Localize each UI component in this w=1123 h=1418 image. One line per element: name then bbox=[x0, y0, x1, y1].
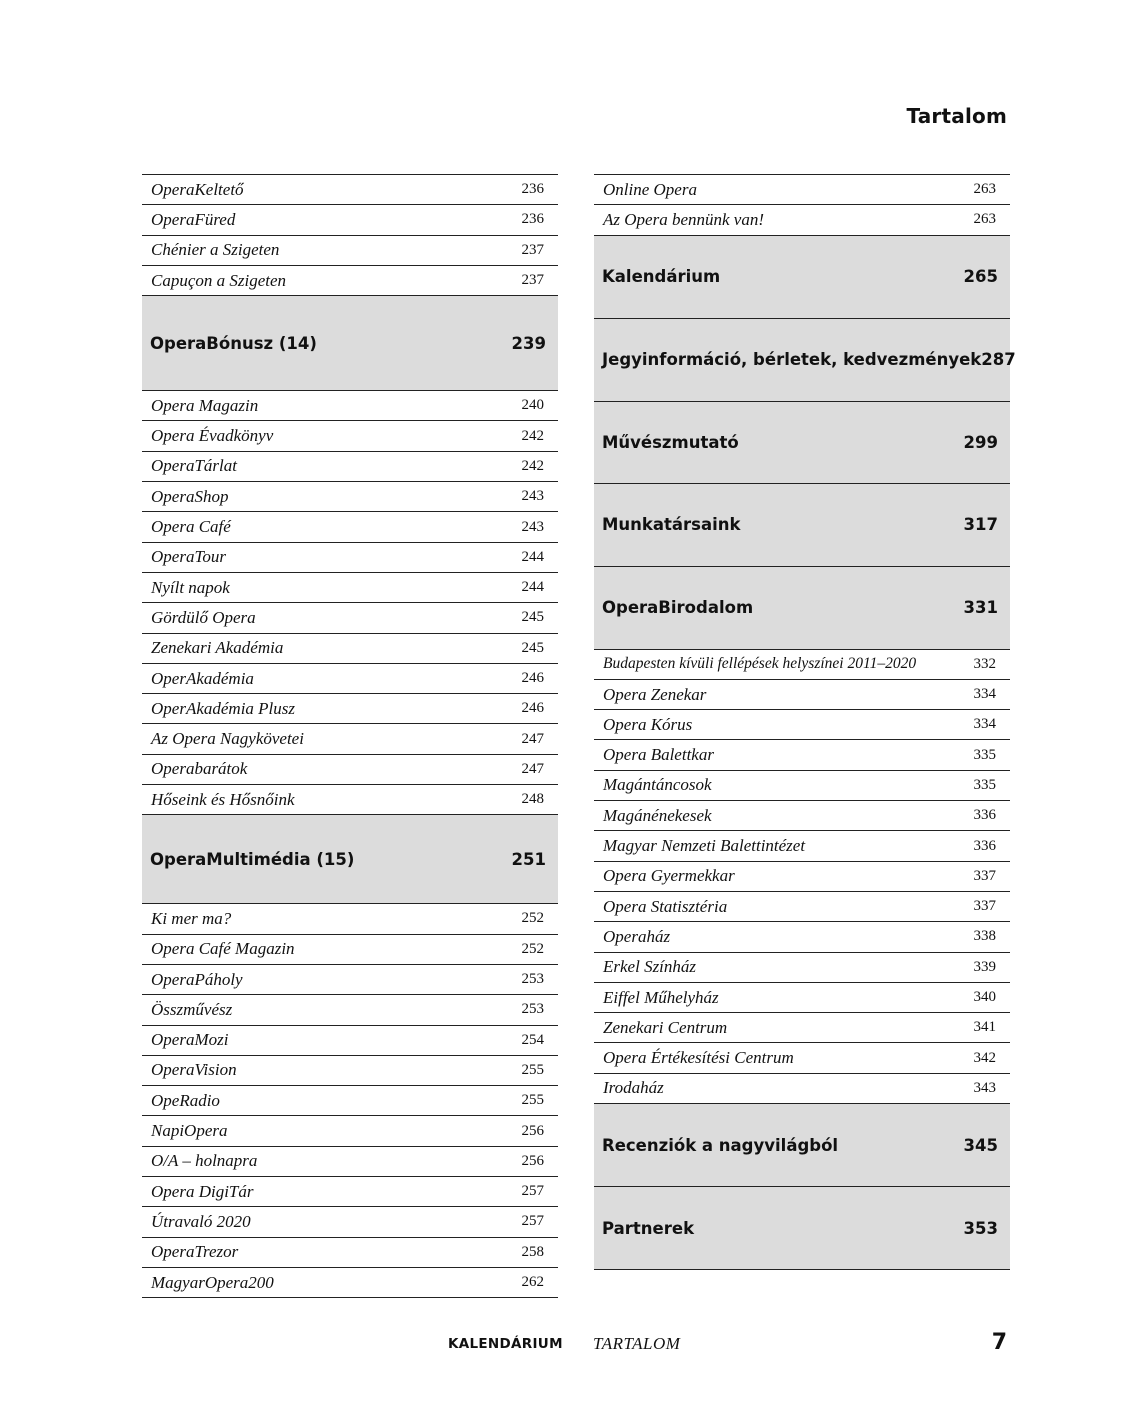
toc-entry bbox=[594, 680, 1010, 710]
entry-title: Opera Café Magazin bbox=[151, 939, 295, 959]
page-ref: 247 bbox=[521, 760, 544, 777]
page-ref: 236 bbox=[521, 181, 544, 198]
page-ref: 338 bbox=[973, 928, 996, 945]
toc-entry bbox=[142, 512, 558, 542]
page-ref: 237 bbox=[521, 241, 544, 258]
toc-entry bbox=[594, 892, 1010, 922]
toc-entry bbox=[142, 266, 558, 296]
entry-title: OperaPáholy bbox=[151, 969, 243, 989]
entry-title: OpeRadio bbox=[151, 1090, 220, 1110]
toc-entry bbox=[142, 724, 558, 754]
entry-title: OperaFüred bbox=[151, 209, 236, 229]
toc-section-heading bbox=[594, 319, 1016, 402]
toc-entry bbox=[142, 543, 558, 573]
entry-title: OperaShop bbox=[151, 486, 229, 506]
page-ref: 340 bbox=[973, 989, 996, 1005]
section-title: Művészmutató bbox=[602, 432, 739, 452]
toc-entry bbox=[594, 801, 1010, 831]
page-ref: 263 bbox=[973, 211, 996, 228]
entry-title: Zenekari Akadémia bbox=[151, 638, 284, 658]
toc-left-column bbox=[142, 174, 558, 1298]
toc-section-heading bbox=[594, 236, 1010, 319]
entry-title: OperaTárlat bbox=[151, 456, 237, 476]
entry-title: Opera Statisztéria bbox=[603, 896, 728, 916]
toc-entry bbox=[142, 755, 558, 785]
page-ref: 334 bbox=[973, 686, 996, 703]
toc-section-heading bbox=[594, 567, 1010, 650]
toc-entry bbox=[594, 740, 1010, 770]
page-ref: 247 bbox=[521, 730, 544, 747]
entry-title: O/A – holnapra bbox=[151, 1151, 258, 1171]
entry-title: Opera Magazin bbox=[151, 395, 259, 415]
toc-entry bbox=[142, 634, 558, 664]
page-title: Tartalom bbox=[906, 104, 1007, 128]
toc-section-heading bbox=[142, 815, 558, 904]
entry-title: Budapesten kívüli fellépések helyszínei 2011–2020 bbox=[603, 655, 917, 673]
section-title: OperaBirodalom bbox=[602, 598, 754, 618]
page-ref: 252 bbox=[521, 910, 544, 927]
entry-title: Opera Café bbox=[151, 517, 231, 537]
page-ref: 257 bbox=[521, 1183, 544, 1200]
entry-title: Útravaló 2020 bbox=[151, 1211, 251, 1231]
page-ref: 246 bbox=[521, 670, 544, 686]
entry-title: Magántáncosok bbox=[603, 775, 712, 795]
toc-section-heading bbox=[594, 484, 1010, 567]
toc-entry bbox=[142, 1116, 558, 1146]
entry-title: Ki mer ma? bbox=[151, 908, 232, 928]
toc-entry bbox=[142, 603, 558, 633]
page-ref: 252 bbox=[521, 940, 544, 957]
toc-entry bbox=[594, 710, 1010, 740]
toc-entry bbox=[142, 1238, 558, 1268]
entry-title: Irodaház bbox=[603, 1078, 664, 1098]
page-ref: 336 bbox=[973, 837, 996, 854]
toc-entry bbox=[594, 1013, 1010, 1043]
page-ref: 345 bbox=[963, 1135, 998, 1155]
entry-title: Opera Gyermekkar bbox=[603, 866, 735, 886]
entry-title: Hőseink és Hősnőink bbox=[151, 789, 295, 809]
entry-title: Capuçon a Szigeten bbox=[151, 270, 287, 290]
toc-entry bbox=[142, 1086, 558, 1116]
page-ref: 256 bbox=[521, 1122, 544, 1139]
page-ref: 353 bbox=[963, 1218, 998, 1238]
page-ref: 253 bbox=[521, 1001, 544, 1018]
page-ref: 243 bbox=[521, 518, 544, 535]
page-ref: 246 bbox=[521, 700, 544, 717]
toc-section-heading bbox=[142, 296, 558, 391]
page-ref: 332 bbox=[973, 655, 996, 672]
entry-title: Operaház bbox=[603, 926, 671, 946]
toc-entry bbox=[142, 482, 558, 512]
entry-title: Nyílt napok bbox=[151, 577, 230, 597]
section-title: Recenziók a nagyvilágból bbox=[602, 1135, 839, 1155]
page-ref: 331 bbox=[963, 598, 998, 618]
page-ref: 236 bbox=[521, 211, 544, 228]
page-ref: 239 bbox=[511, 333, 546, 353]
page-ref: 254 bbox=[521, 1031, 544, 1048]
entry-title: Online Opera bbox=[603, 179, 697, 199]
page-ref: 337 bbox=[973, 867, 996, 884]
entry-title: Erkel Színház bbox=[603, 957, 697, 977]
page-ref: 255 bbox=[521, 1061, 544, 1078]
page-ref: 255 bbox=[521, 1092, 544, 1109]
page-ref: 251 bbox=[511, 849, 546, 869]
toc-entry bbox=[594, 205, 1010, 235]
entry-title: Opera Évadkönyv bbox=[151, 426, 274, 446]
page-ref: 240 bbox=[521, 397, 544, 414]
page-ref: 337 bbox=[973, 898, 996, 915]
entry-title: OperAkadémia Plusz bbox=[151, 698, 296, 718]
entry-title: Zenekari Centrum bbox=[603, 1017, 728, 1037]
toc-entry bbox=[142, 205, 558, 235]
toc-entry bbox=[594, 862, 1010, 892]
toc-right-column bbox=[594, 174, 1016, 1270]
entry-title: Összművész bbox=[151, 999, 233, 1019]
section-title: Munkatársaink bbox=[602, 515, 741, 535]
entry-title: Opera Zenekar bbox=[603, 684, 707, 704]
toc-entry bbox=[142, 1147, 558, 1177]
entry-title: Opera Értékesítési Centrum bbox=[603, 1048, 794, 1068]
toc-entry bbox=[142, 785, 558, 815]
section-title: Kalendárium bbox=[602, 267, 721, 287]
toc-entry bbox=[142, 965, 558, 995]
page-number: 7 bbox=[991, 1330, 1007, 1355]
toc-entry bbox=[594, 983, 1010, 1013]
page-ref: 339 bbox=[973, 958, 996, 975]
entry-title: NapiOpera bbox=[151, 1121, 228, 1141]
section-title: Partnerek bbox=[602, 1218, 695, 1238]
toc-entry bbox=[142, 1056, 558, 1086]
toc-entry bbox=[142, 573, 558, 603]
entry-title: Eiffel Műhelyház bbox=[603, 987, 719, 1007]
entry-title: Opera Kórus bbox=[603, 714, 693, 734]
entry-title: Operabarátok bbox=[151, 759, 248, 779]
entry-title: MagyarOpera200 bbox=[151, 1272, 274, 1292]
entry-title: Opera Balettkar bbox=[603, 745, 714, 765]
page-ref: 242 bbox=[521, 457, 544, 474]
toc-entry bbox=[142, 1177, 558, 1207]
entry-title: OperaTour bbox=[151, 547, 226, 567]
toc-entry bbox=[594, 1074, 1010, 1104]
page-ref: 335 bbox=[973, 776, 996, 793]
entry-title: Az Opera bennünk van! bbox=[603, 209, 764, 229]
toc-entry bbox=[594, 771, 1010, 801]
page-ref: 343 bbox=[973, 1079, 996, 1096]
page-ref: 263 bbox=[973, 181, 996, 198]
footer-chapter-label: TARTALOM bbox=[593, 1334, 681, 1353]
page-ref: 244 bbox=[521, 579, 544, 596]
page-ref: 341 bbox=[973, 1019, 996, 1036]
page-ref: 242 bbox=[521, 427, 544, 444]
page-ref: 334 bbox=[973, 716, 996, 733]
page-ref: 245 bbox=[521, 639, 544, 656]
toc-entry bbox=[142, 1268, 558, 1298]
toc-entry bbox=[594, 650, 1010, 680]
section-title: Jegyinformáció, bérletek, kedvezmények bbox=[602, 350, 982, 370]
page-ref: 342 bbox=[973, 1049, 996, 1066]
page-ref: 287 bbox=[981, 350, 1016, 370]
page-ref: 245 bbox=[521, 609, 544, 626]
toc-entry bbox=[142, 1026, 558, 1056]
page-ref: 258 bbox=[521, 1243, 544, 1260]
page-ref: 253 bbox=[521, 971, 544, 988]
page-ref: 248 bbox=[521, 791, 544, 808]
toc-entry bbox=[142, 935, 558, 965]
entry-title: OperaVision bbox=[151, 1060, 237, 1080]
page-ref: 317 bbox=[963, 515, 998, 535]
section-title: OperaBónusz (14) bbox=[150, 333, 317, 353]
entry-title: OperaKeltető bbox=[151, 179, 244, 199]
page-ref: 237 bbox=[521, 272, 544, 289]
page-ref: 335 bbox=[973, 746, 996, 763]
toc-entry bbox=[142, 391, 558, 421]
entry-title: Az Opera Nagykövetei bbox=[151, 729, 304, 749]
toc-entry bbox=[594, 175, 1010, 205]
toc-entry bbox=[142, 1207, 558, 1237]
page-ref: 256 bbox=[521, 1152, 544, 1169]
entry-title: OperAkadémia bbox=[151, 668, 254, 688]
toc-entry bbox=[142, 421, 558, 451]
toc-entry bbox=[142, 452, 558, 482]
section-title: OperaMultimédia (15) bbox=[150, 849, 355, 869]
page-ref: 265 bbox=[963, 267, 998, 287]
toc-entry bbox=[142, 236, 558, 266]
toc-entry bbox=[142, 904, 558, 934]
page-ref: 243 bbox=[521, 488, 544, 505]
entry-title: Magánénekesek bbox=[603, 805, 712, 825]
toc-section-heading bbox=[594, 1187, 1010, 1270]
page-ref: 299 bbox=[963, 432, 998, 452]
toc-entry bbox=[594, 953, 1010, 983]
toc-entry bbox=[142, 175, 558, 205]
page-ref: 244 bbox=[521, 548, 544, 565]
toc-entry bbox=[142, 694, 558, 724]
toc-entry bbox=[594, 831, 1010, 861]
entry-title: OperaTrezor bbox=[151, 1242, 239, 1262]
entry-title: Chénier a Szigeten bbox=[151, 240, 280, 260]
toc-entry bbox=[142, 995, 558, 1025]
toc-section-heading bbox=[594, 1104, 1010, 1187]
toc-section-heading bbox=[594, 402, 1010, 484]
page-ref: 257 bbox=[521, 1213, 544, 1230]
footer-section-label: KALENDÁRIUM bbox=[448, 1336, 563, 1352]
toc-entry bbox=[142, 664, 558, 694]
entry-title: OperaMozi bbox=[151, 1030, 229, 1050]
page-ref: 336 bbox=[973, 807, 996, 824]
toc-entry bbox=[594, 1043, 1010, 1073]
entry-title: Magyar Nemzeti Balettintézet bbox=[603, 836, 806, 856]
entry-title: Opera DigiTár bbox=[151, 1181, 254, 1201]
page-ref: 262 bbox=[521, 1274, 544, 1291]
entry-title: Gördülő Opera bbox=[151, 607, 256, 627]
toc-entry bbox=[594, 922, 1010, 952]
